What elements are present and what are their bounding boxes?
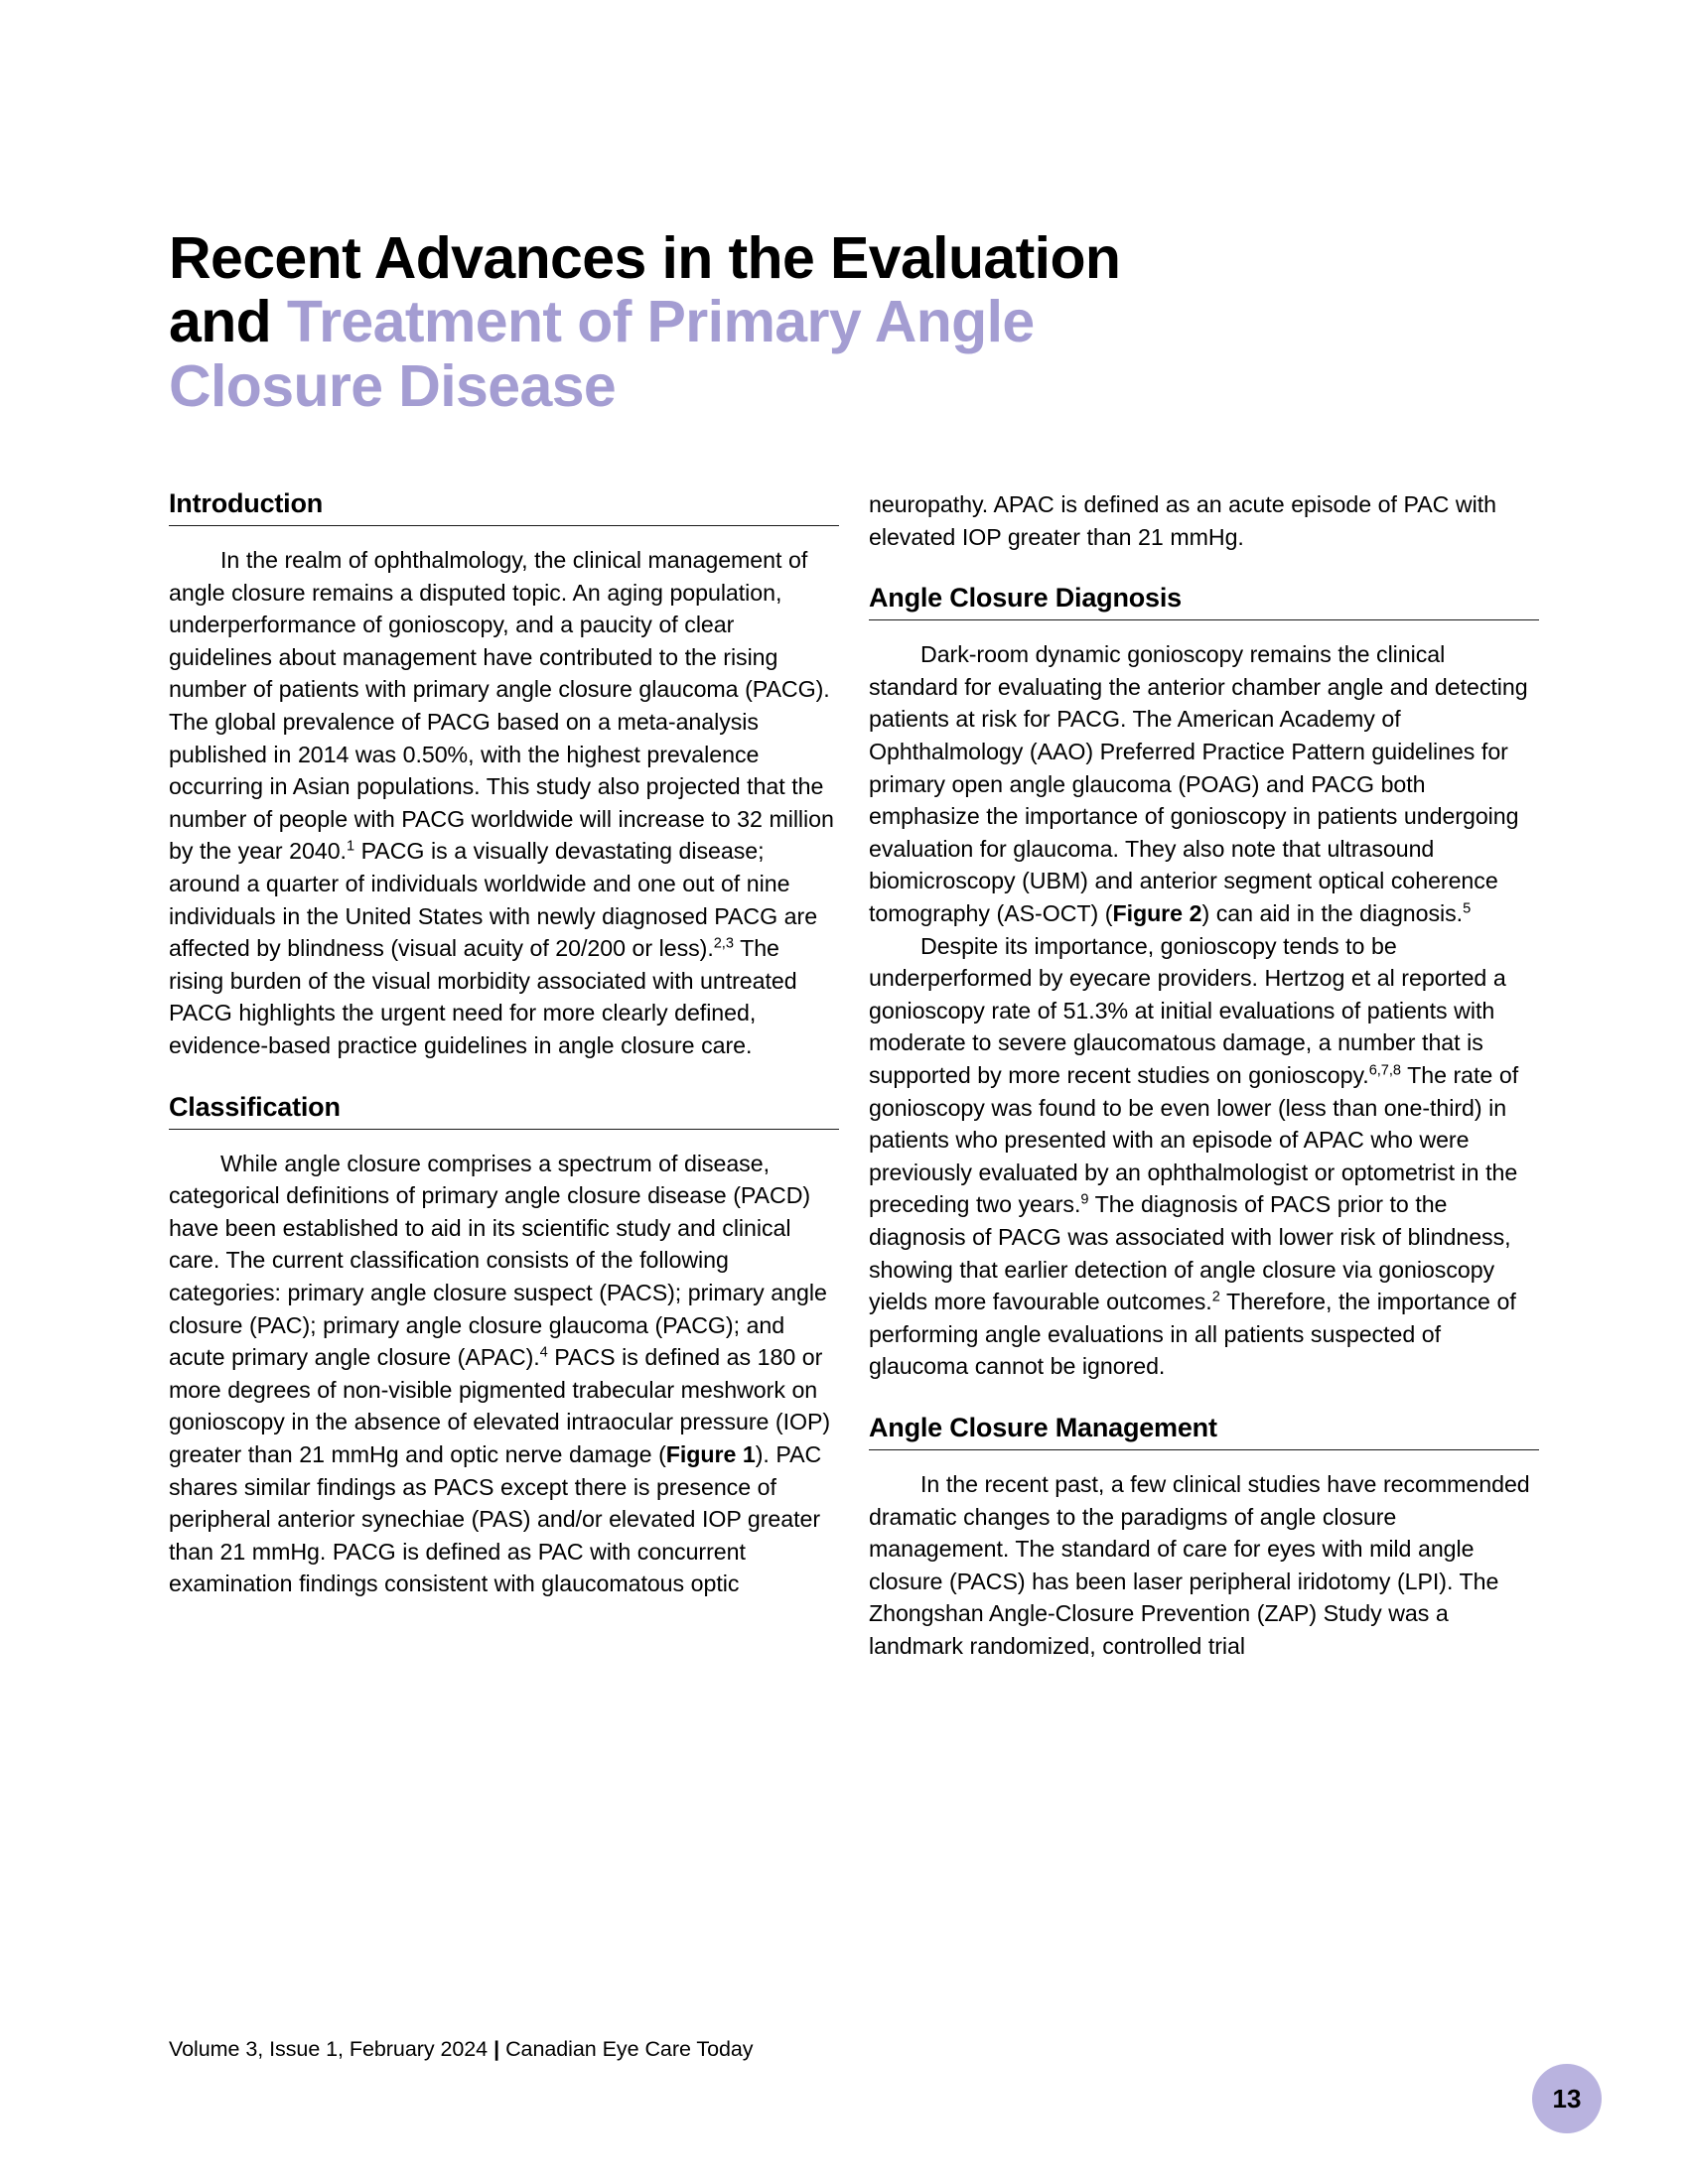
- footer-publication: Canadian Eye Care Today: [505, 2037, 754, 2061]
- footnote-ref: 1: [346, 838, 355, 855]
- text-run: PACS is defined as 180 or more degrees of non-visible pigmented trabecular meshwork on gonioscopy in the absence of elevated intraocular pressure (IOP) greater than 21 mmHg and optic nerve damage (: [169, 1344, 831, 1467]
- footnote-ref: 9: [1080, 1191, 1089, 1208]
- text-run: ) can aid in the diagnosis.: [1201, 899, 1464, 926]
- footnote-ref: 4: [539, 1344, 548, 1361]
- section-rule: [169, 1129, 839, 1130]
- footnote-ref: 2: [1211, 1289, 1220, 1305]
- left-column: [169, 488, 839, 1600]
- text-run: Despite its importance, gonioscopy tends to be underperformed by eyecare providers. Hertzog et al reported a gonioscopy rate of 51.3% at initial evaluations of patients with moderate to severe glaucomatous damage, a number that is supported by more recent studies on gonioscopy.: [869, 932, 1506, 1088]
- footnote-ref: 6,7,8: [1368, 1062, 1401, 1079]
- paragraph-continuation: neuropathy. APAC is defined as an acute episode of PAC with elevated IOP greater than 21 mmHg.: [869, 491, 1496, 550]
- section-introduction: [169, 488, 839, 526]
- text-run: Therefore, the importance of performing angle evaluations in all patients suspected of glaucoma cannot be ignored.: [869, 1289, 1516, 1380]
- two-column-body: [169, 488, 1534, 1958]
- paragraph-diagnosis-1: [869, 638, 1539, 929]
- figure-reference-2: Figure 2: [1112, 899, 1202, 926]
- section-rule: [869, 619, 1539, 620]
- section-angle-closure-diagnosis: [869, 583, 1539, 620]
- text-run: In the realm of ophthalmology, the clinical management of angle closure remains a disputed topic. An aging population, underperformance of gonioscopy, and a paucity of clear guidelines about management have contributed to the rising number of patients with primary angle closure glaucoma (PACG). The global prevalence of PACG based on a meta-analysis published in 2014 was 0.50%, with the highest prevalence occurring in Asian populations. This study also projected that the number of people with PACG worldwide will increase to 32 million by the year 2040.: [169, 547, 834, 865]
- title-line-2-dark: and: [169, 289, 287, 355]
- figure-reference-1: Figure 1: [665, 1440, 756, 1467]
- text-run: The rising burden of the visual morbidity associated with untreated PACG highlights the urgent need for more clearly defined, evidence-based practice guidelines in angle closure care.: [169, 935, 797, 1058]
- section-heading-classification: Classification: [169, 1091, 341, 1122]
- title-line-3-accent: Closure Disease: [169, 353, 617, 420]
- text-run: ). PAC shares similar findings as PACS except there is presence of peripheral anterior synechiae (PAS) and/or elevated IOP greater than 21 mmHg. PACG is defined as PAC with concurrent examination findings consistent with glaucomatous optic: [169, 1440, 822, 1597]
- text-run: The diagnosis of PACS prior to the diagnosis of PACG was associated with lower risk of blindness, showing that earlier detection of angle closure via gonioscopy yields more favourable outcomes.: [869, 1191, 1511, 1315]
- paragraph-management-1: In the recent past, a few clinical studies have recommended dramatic changes to the paradigms of angle closure management. The standard of care for eyes with mild angle closure (PACS) has been laser peripheral iridotomy (LPI). The Zhongshan Angle-Closure Prevention (ZAP) Study was a landmark randomized, controlled trial: [869, 1470, 1530, 1659]
- text-run: The rate of gonioscopy was found to be even lower (less than one-third) in patients who presented with an episode of APAC who were previously evaluated by an ophthalmologist or optometrist in the preceding two years.: [869, 1061, 1519, 1218]
- title-line-1: Recent Advances in the Evaluation: [169, 224, 1121, 291]
- text-run: While angle closure comprises a spectrum of disease, categorical definitions of primary angle closure disease (PACD) have been established to aid in its scientific study and clinical care. The current classification consists of the following categories: primary angle closure suspect (PACS); primary angle closure (PAC); primary angle closure glaucoma (PACG); and acute primary angle closure (APAC).: [169, 1150, 827, 1371]
- paragraph-diagnosis-2: [869, 930, 1539, 1383]
- page-title: [169, 226, 1499, 420]
- section-angle-closure-management: [869, 1413, 1539, 1450]
- footer: [169, 2037, 754, 2062]
- section-heading-angle-closure-management: Angle Closure Management: [869, 1412, 1217, 1442]
- right-column: [869, 488, 1539, 1663]
- text-run: Dark-room dynamic gonioscopy remains the clinical standard for evaluating the anterior chamber angle and detecting patients at risk for PACG. The American Academy of Ophthalmology (AAO) Preferred Practice Pattern guidelines for primary open angle glaucoma (POAG) and PACG both emphasize the importance of gonioscopy in patients undergoing evaluation for glaucoma. They also note that ultrasound biomicroscopy (UBM) and anterior segment optical coherence tomography (AS-OCT) (: [869, 641, 1528, 926]
- text-run: PACG is a visually devastating disease; around a quarter of individuals worldwide and one out of nine individuals in the United States with newly diagnosed PACG are affected by blindness (visual acuity of 20/200 or less).: [169, 838, 818, 962]
- section-rule: [869, 1449, 1539, 1450]
- section-heading-introduction: Introduction: [169, 488, 324, 518]
- section-heading-angle-closure-diagnosis: Angle Closure Diagnosis: [869, 583, 1182, 614]
- section-classification: [169, 1092, 839, 1130]
- footer-issue: Volume 3, Issue 1, February 2024: [169, 2037, 489, 2061]
- page-number-badge: [1532, 2064, 1602, 2133]
- title-line-2-accent: Treatment of Primary Angle: [286, 289, 1035, 355]
- paragraph-classification-1: [169, 1148, 839, 1600]
- section-rule: [169, 525, 839, 526]
- page-number: 13: [1552, 2084, 1582, 2114]
- footnote-ref: 5: [1463, 900, 1472, 917]
- footer-divider: |: [493, 2037, 500, 2061]
- paragraph-introduction-1: [169, 544, 839, 1062]
- footnote-ref: 2,3: [713, 935, 734, 952]
